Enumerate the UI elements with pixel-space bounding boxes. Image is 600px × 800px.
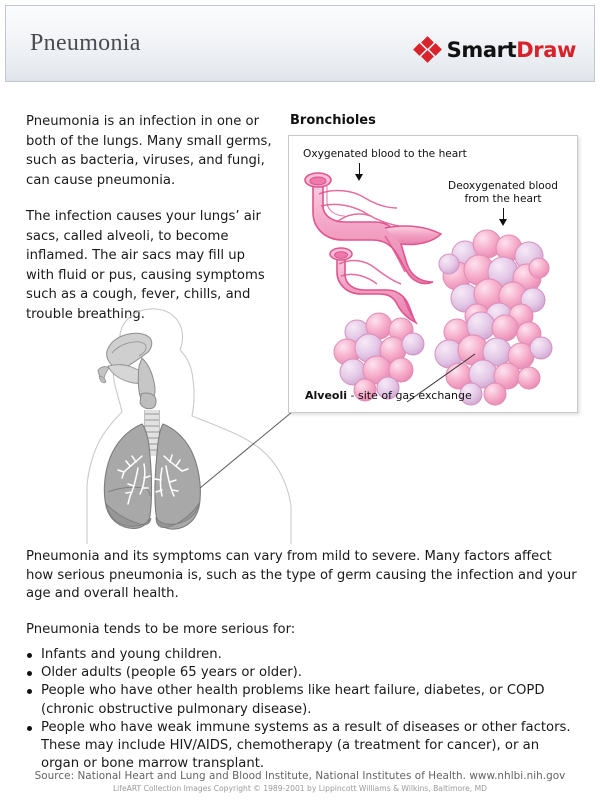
- risk-group-list: [26, 646, 578, 773]
- label-alveoli: [305, 389, 472, 402]
- label-deoxygenated-blood: Deoxygenated blood from the heart: [448, 180, 558, 205]
- bronchioles-illustration: [289, 136, 578, 413]
- label-alveoli-description: - site of gas exchange: [347, 389, 472, 402]
- diagram-heading: Bronchioles: [290, 113, 376, 128]
- diamond-cluster-icon: [415, 38, 441, 62]
- intro-paragraph-2: The infection causes your lungs’ air sacs, called alveoli, to become inflamed. The air sacs may fill up with fluid or pus, causing symptoms such as a cough, fever, chills, and trouble breathing.: [26, 209, 265, 322]
- body-text-block: [26, 548, 578, 656]
- label-alveoli-term: Alveoli: [305, 389, 348, 402]
- body-paragraph-1: Pneumonia and its symptoms can vary from mild to severe. Many factors affect how serious pneumonia is, such as the type of germ causing the infection and your age and overall health.: [26, 549, 577, 601]
- page-title: Pneumonia: [30, 30, 141, 56]
- intro-paragraph-1: Pneumonia is an infection in one or both of the lungs. Many small germs, such as bacteria, viruses, and fungi, can cause pneumonia.: [26, 114, 272, 188]
- body-paragraph-2: Pneumonia tends to be more serious for:: [26, 621, 296, 637]
- list-item: Infants and young children.: [26, 646, 578, 664]
- footer-source-text: Source: National Heart and Lung and Blood Institute, National Institutes of Health. www.nhlbi.nih.gov: [34, 770, 566, 782]
- list-item: Older adults (people 65 years or older).: [26, 664, 578, 682]
- bronchioles-diagram-panel: [288, 135, 578, 413]
- logo-text-draw: Draw: [516, 38, 576, 62]
- leader-line: [200, 410, 300, 490]
- page-footer: [0, 770, 600, 793]
- smartdraw-logo: [415, 36, 576, 64]
- logo-text-smart: Smart: [446, 38, 517, 62]
- label-oxygenated-blood: Oxygenated blood to the heart: [303, 148, 467, 160]
- footer-copyright-text: LifeART Collection Images Copyright © 1989-2001 by Lippincott Williams & Wilkins, Baltimore, MD: [112, 784, 488, 793]
- page-header: [5, 5, 595, 82]
- list-item: People who have weak immune systems as a result of diseases or other factors. These may include HIV/AIDS, chemotherapy (a treatment for cancer), or an organ or bone marrow transplant.: [26, 719, 578, 774]
- list-item: People who have other health problems like heart failure, diabetes, or COPD (chronic obstructive pulmonary disease).: [26, 682, 578, 718]
